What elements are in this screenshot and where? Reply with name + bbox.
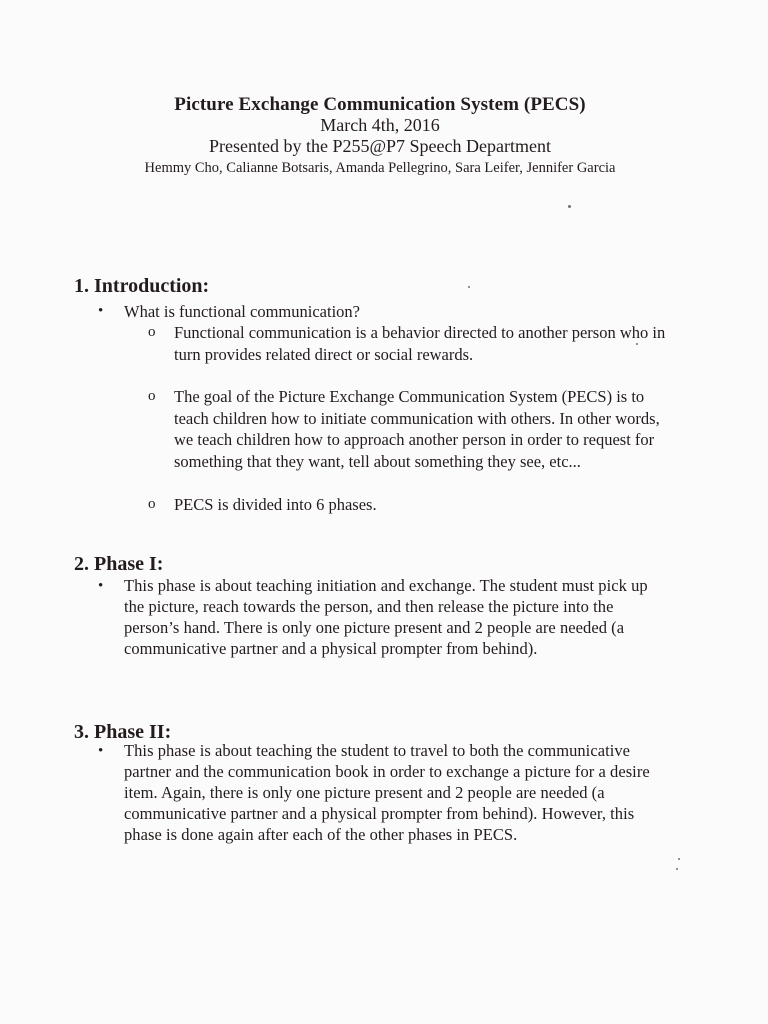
scan-speck [568, 205, 571, 208]
sub-bullet-marker: o [148, 388, 156, 404]
scan-speck [676, 868, 678, 870]
scan-speck [636, 343, 638, 345]
author-list: Hemmy Cho, Calianne Botsaris, Amanda Pellegrino, Sara Leifer, Jennifer Garcia [144, 160, 616, 176]
phase-1-description: This phase is about teaching initiation and exchange. The student must pick up the picture, reach towards the person, and then release the picture into the person’s hand. There is only one picture present and 2 people are needed (a communicative partner and a physical prompter from behind). [124, 576, 648, 658]
sub-item-text: The goal of the Picture Exchange Communication System (PECS) is to teach children how to initiate communication with others. In other words, we teach children how to approach another person in order to request for something that they want, tell about something they see, etc... [174, 387, 660, 471]
section-heading-introduction: 1. Introduction: [74, 275, 210, 297]
bullet-marker: • [98, 303, 104, 319]
scan-speck [468, 286, 470, 288]
sub-bullet-marker: o [148, 496, 156, 512]
sub-item-text: PECS is divided into 6 phases. [174, 495, 377, 514]
document-date: March 4th, 2016 [320, 115, 440, 135]
section-heading-phase-2: 3. Phase II: [74, 721, 172, 743]
document-header [80, 94, 680, 179]
sub-bullet-marker: o [148, 324, 156, 340]
phase-2-description: This phase is about teaching the student to travel to both the communicative partner and the communication book in order to exchange a picture for a desire item. Again, there is only one picture present and 2 people are needed (a communicative partner and a physical prompter from behind). However, this phase is done again after each of the other phases in PECS. [124, 741, 650, 844]
bullet-text: What is functional communication? [124, 302, 360, 321]
presented-by: Presented by the P255@P7 Speech Department [208, 136, 551, 156]
document-title: Picture Exchange Communication System (PECS) [174, 94, 586, 115]
section-heading-phase-1: 2. Phase I: [74, 553, 164, 575]
bullet-marker: • [98, 578, 104, 594]
scan-speck [678, 858, 680, 860]
bullet-marker: • [98, 743, 104, 759]
sub-item-text: Functional communication is a behavior directed to another person who in turn provides related direct or social rewards. [174, 323, 666, 364]
